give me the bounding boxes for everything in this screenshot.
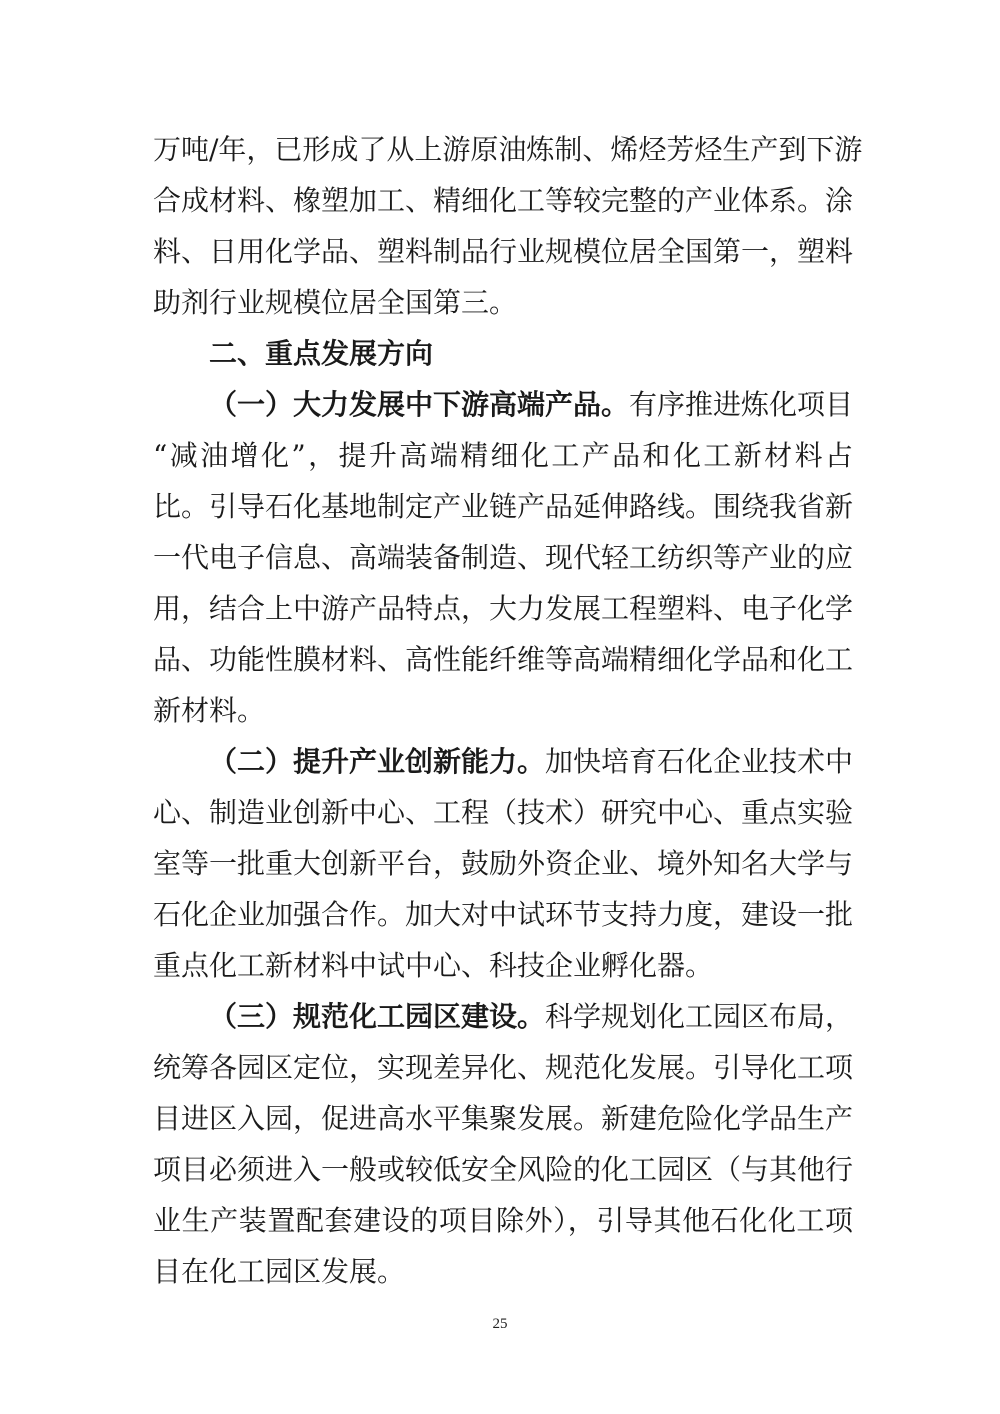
text-line [153, 991, 853, 1042]
text-line: “减油增化”，提升高端精细化工产品和化工新材料占 [153, 439, 853, 472]
paragraph-item-1 [153, 379, 853, 736]
item-heading: （二）提升产业创新能力。 [209, 745, 546, 778]
text-line: 品、功能性膜材料、高性能纤维等高端精细化学品和化工 [153, 643, 854, 676]
text-span: 有序推进炼化项目 [629, 388, 854, 421]
item-heading: （一）大力发展中下游高端产品。 [209, 388, 630, 421]
text-line: 心、制造业创新中心、工程（技术）研究中心、重点实验 [153, 796, 854, 829]
text-line: 比。引导石化基地制定产业链产品延伸路线。围绕我省新 [153, 490, 854, 523]
text-line: 重点化工新材料中试中心、科技企业孵化器。 [153, 949, 714, 982]
page-number: 25 [492, 1316, 508, 1332]
text-line: 目进区入园，促进高水平集聚发展。新建危险化学品生产 [153, 1102, 854, 1135]
text-line: 业生产装置配套建设的项目除外），引导其他石化化工项 [153, 1204, 853, 1237]
text-line: 用，结合上中游产品特点，大力发展工程塑料、电子化学 [153, 592, 854, 625]
text-span: 加快培育石化企业技术中 [545, 745, 854, 778]
text-line: 料、日用化学品、塑料制品行业规模位居全国第一，塑料 [153, 235, 854, 268]
text-line: 统筹各园区定位，实现差异化、规范化发展。引导化工项 [153, 1051, 854, 1084]
item-heading: （三）规范化工园区建设。 [209, 1000, 546, 1033]
text-line: 一代电子信息、高端装备制造、现代轻工纺织等产业的应 [153, 541, 854, 574]
text-line: 合成材料、橡塑加工、精细化工等较完整的产业体系。涂 [153, 184, 854, 217]
body-text [153, 124, 863, 1297]
text-line: 项目必须进入一般或较低安全风险的化工园区（与其他行 [153, 1153, 854, 1186]
text-line: 室等一批重大创新平台，鼓励外资企业、境外知名大学与 [153, 847, 854, 880]
text-line: 目在化工园区发展。 [153, 1255, 406, 1288]
paragraph-item-2 [153, 736, 853, 991]
text-line: 新材料。 [153, 694, 266, 727]
text-line: 助剂行业规模位居全国第三。 [153, 286, 518, 319]
text-span: 科学规划化工园区布局， [545, 1000, 854, 1033]
text-line [153, 379, 853, 430]
text-line: 万吨/年，已形成了从上游原油炼制、烯烃芳烃生产到下游 [153, 133, 863, 166]
text-line: 石化企业加强合作。加大对中试环节支持力度，建设一批 [153, 898, 854, 931]
paragraph-item-3 [153, 991, 853, 1297]
text-line [153, 736, 853, 787]
paragraph-intro [153, 124, 863, 328]
section-heading: 二、重点发展方向 [209, 337, 434, 370]
